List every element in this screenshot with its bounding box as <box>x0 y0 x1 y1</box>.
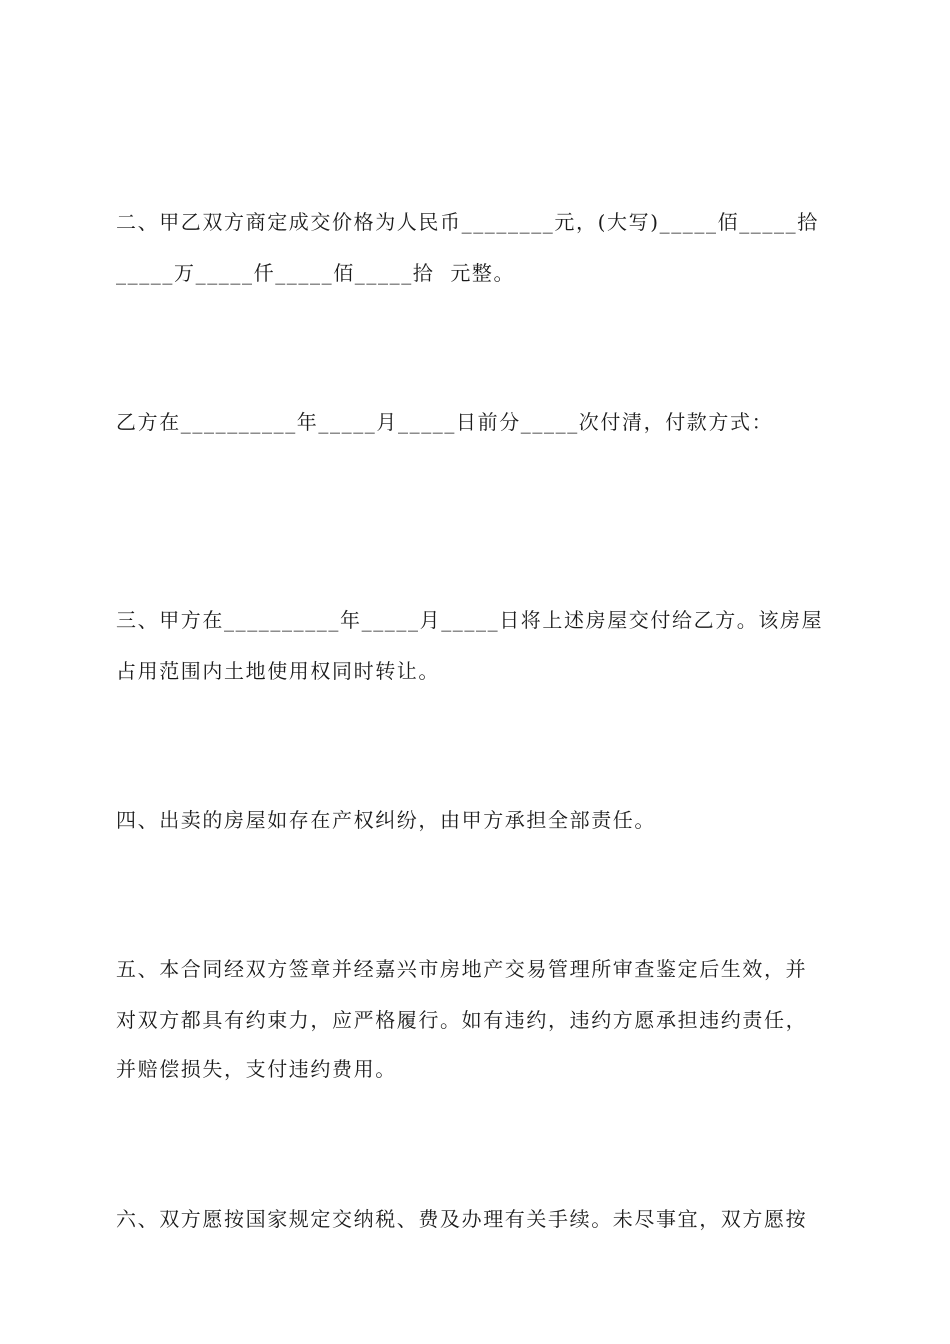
clause-2-line-2: _____万_____仟_____佰_____拾 元整。 <box>116 261 516 285</box>
clause-3-line-2: 占用范围内土地使用权同时转让。 <box>116 659 440 683</box>
clause-2-line-1: 二、甲乙双方商定成交价格为人民币________元，(大写)_____佰_____拾 <box>116 210 819 234</box>
clause-6-line-1: 六、双方愿按国家规定交纳税、费及办理有关手续。未尽事宜，双方愿按 <box>116 1207 808 1231</box>
clause-5-line-3: 并赔偿损失，支付违约费用。 <box>116 1057 397 1081</box>
clause-3-line-1: 三、甲方在__________年_____月_____日将上述房屋交付给乙方。该房屋 <box>116 608 824 632</box>
payment-clause-line-1: 乙方在__________年_____月_____日前分_____次付清，付款方式： <box>116 410 774 434</box>
clause-4-line-1: 四、出卖的房屋如存在产权纠纷，由甲方承担全部责任。 <box>116 808 656 832</box>
clause-5-line-1: 五、本合同经双方签章并经嘉兴市房地产交易管理所审查鉴定后生效，并 <box>116 957 808 981</box>
clause-5-line-2: 对双方都具有约束力，应严格履行。如有违约，违约方愿承担违约责任， <box>116 1008 808 1032</box>
